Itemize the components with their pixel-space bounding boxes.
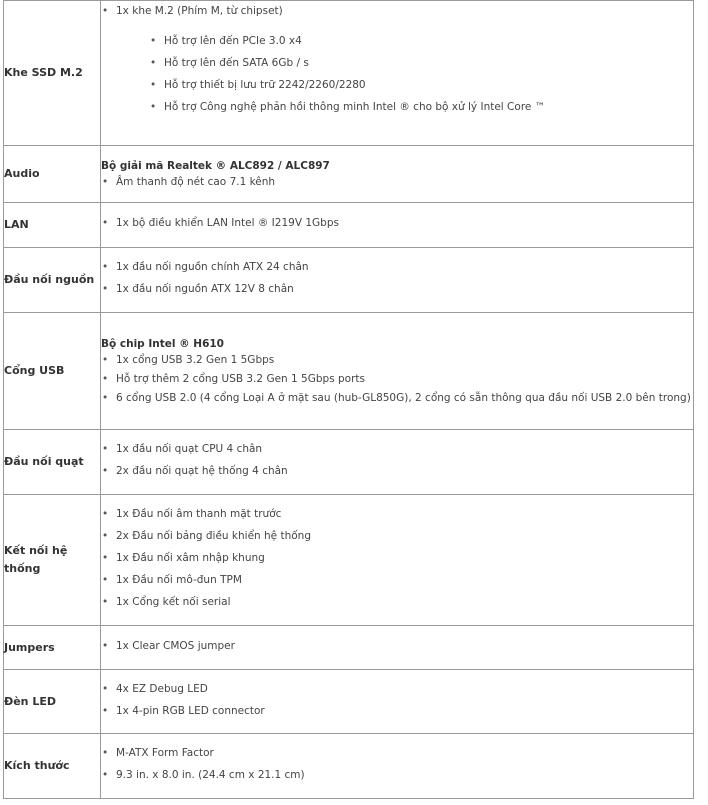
list-item: • 1x đầu nối quạt CPU 4 chân — [101, 441, 693, 457]
spec-list — [101, 638, 693, 654]
spec-list — [101, 745, 693, 783]
spec-value — [101, 734, 694, 799]
spec-label: Kích thước — [4, 734, 101, 799]
spec-row-lan — [4, 203, 694, 248]
spec-label: Khe SSD M.2 — [4, 1, 101, 146]
list-item: • 9.3 in. x 8.0 in. (24.4 cm x 21.1 cm) — [101, 767, 693, 783]
spec-row-audio — [4, 146, 694, 203]
list-item: • 1x Đầu nối mô-đun TPM — [101, 572, 693, 588]
list-item: • 1x Đầu nối âm thanh mặt trước — [101, 506, 693, 522]
spec-label: Audio — [4, 146, 101, 203]
spec-value — [101, 1, 694, 146]
list-item: • 1x Clear CMOS jumper — [101, 638, 693, 654]
list-item: • 1x Cổng kết nối serial — [101, 594, 693, 610]
spec-label: LAN — [4, 203, 101, 248]
list-item: • 1x cổng USB 3.2 Gen 1 5Gbps — [101, 352, 693, 368]
spec-value — [101, 248, 694, 313]
spec-row-jumpers — [4, 626, 694, 670]
spec-sublist — [149, 33, 693, 115]
spec-row-fan — [4, 430, 694, 495]
spec-row-system — [4, 495, 694, 626]
list-item: • 1x khe M.2 (Phím M, từ chipset) — [101, 3, 693, 19]
list-item: • Hỗ trợ lên đến PCIe 3.0 x4 — [149, 33, 693, 49]
list-item: • M-ATX Form Factor — [101, 745, 693, 761]
spec-list — [101, 215, 693, 231]
spec-value — [101, 626, 694, 670]
list-item: • 6 cổng USB 2.0 (4 cổng Loại A ở mặt sau (hub-GL850G), 2 cổng có sẵn thông qua đầu nối USB 2.0 bên trong) — [101, 390, 693, 406]
spec-label: Jumpers — [4, 626, 101, 670]
spec-list — [101, 506, 693, 610]
spec-label: Đầu nối quạt — [4, 430, 101, 495]
list-item: • Hỗ trợ Công nghệ phản hồi thông minh Intel ® cho bộ xử lý Intel Core ™ — [149, 99, 693, 115]
list-item: • Hỗ trợ thêm 2 cổng USB 3.2 Gen 1 5Gbps ports — [101, 371, 693, 387]
spec-heading: Bộ chip Intel ® H610 — [101, 337, 224, 350]
list-item: • 1x Đầu nối xâm nhập khung — [101, 550, 693, 566]
spec-row-power — [4, 248, 694, 313]
spec-label: Đèn LED — [4, 670, 101, 734]
spec-label: Cổng USB — [4, 313, 101, 430]
list-item: • 2x Đầu nối bảng điều khiển hệ thống — [101, 528, 693, 544]
list-item: • 1x bộ điều khiển LAN Intel ® I219V 1Gbps — [101, 215, 693, 231]
spec-value — [101, 146, 694, 203]
spec-list — [101, 174, 693, 190]
list-item: • 1x đầu nối nguồn ATX 12V 8 chân — [101, 281, 693, 297]
spec-list — [101, 3, 693, 19]
spec-label: Kết nối hệ thống — [4, 495, 101, 626]
spec-list — [101, 681, 693, 719]
list-item: • Hỗ trợ thiết bị lưu trữ 2242/2260/2280 — [149, 77, 693, 93]
spec-list — [101, 352, 693, 406]
spec-value — [101, 203, 694, 248]
spec-list — [101, 441, 693, 479]
spec-row-led — [4, 670, 694, 734]
list-item: • 1x 4-pin RGB LED connector — [101, 703, 693, 719]
spec-row-m2 — [4, 1, 694, 146]
spec-row-dimensions — [4, 734, 694, 799]
list-item: • 4x EZ Debug LED — [101, 681, 693, 697]
spec-value — [101, 670, 694, 734]
spec-row-usb — [4, 313, 694, 430]
spec-value — [101, 430, 694, 495]
list-item: • Hỗ trợ lên đến SATA 6Gb / s — [149, 55, 693, 71]
spec-list — [101, 259, 693, 297]
list-item: • Âm thanh độ nét cao 7.1 kênh — [101, 174, 693, 190]
list-item: • 1x đầu nối nguồn chính ATX 24 chân — [101, 259, 693, 275]
spec-table — [3, 0, 694, 799]
spec-heading: Bộ giải mã Realtek ® ALC892 / ALC897 — [101, 159, 330, 172]
spec-value — [101, 313, 694, 430]
spec-value — [101, 495, 694, 626]
list-item: • 2x đầu nối quạt hệ thống 4 chân — [101, 463, 693, 479]
spec-label: Đầu nối nguồn — [4, 248, 101, 313]
